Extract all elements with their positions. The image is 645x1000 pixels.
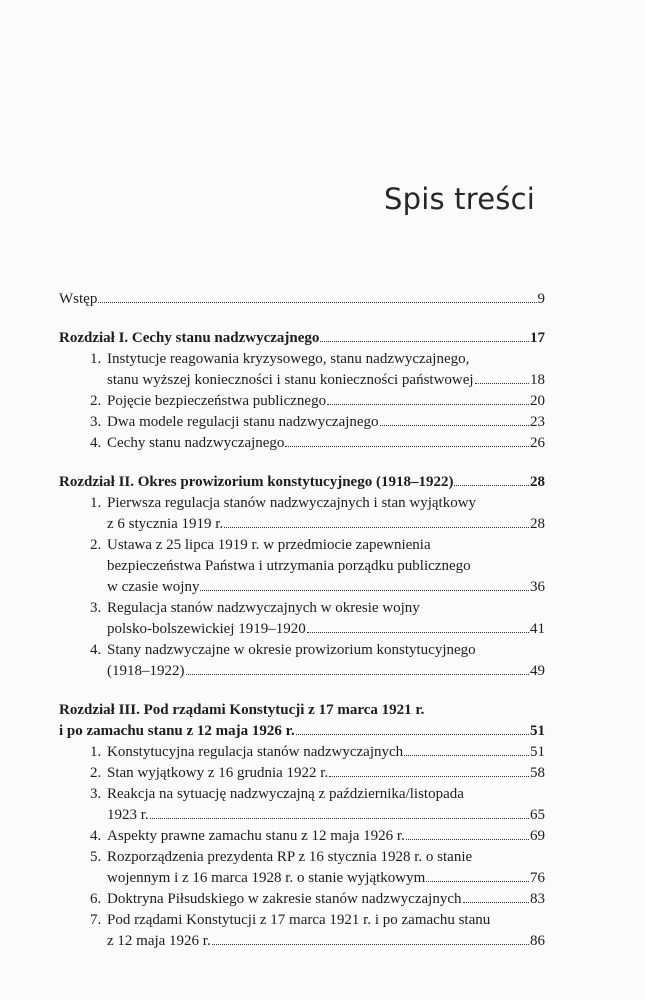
section-number: 1. [90,495,102,511]
toc-section-3-2[interactable] [90,763,545,784]
section-title-line: Instytucje reagowania kryzysowego, stanu nadzwyczajnego, [107,351,470,367]
section-title: Cechy stanu nadzwyczajnego [107,435,285,451]
chapter-title-line: Rozdział III. Pod rządami Konstytucji z 17 marca 1921 r. [59,702,425,718]
section-number: 3. [90,786,102,802]
toc-section-3-5[interactable] [90,847,545,889]
chapter-title-line: i po zamachu stanu z 12 maja 1926 r. [59,723,295,739]
section-title-line: Rozporządzenia prezydenta RP z 16 stycznia 1928 r. o stanie [107,849,473,865]
section-title: Dwa modele regulacji stanu nadzwyczajnego [107,414,379,430]
section-title-line: z 6 stycznia 1919 r. [107,516,224,532]
page-number: 23 [530,414,545,430]
dot-leader [285,446,529,447]
section-number: 2. [90,537,102,553]
page-number: 86 [530,933,545,949]
toc-section-1-1[interactable] [90,349,545,391]
page-number: 65 [530,807,545,823]
page-number: 17 [530,330,545,346]
section-title-line: (1918–1922) [107,663,185,679]
toc-section-1-3[interactable] [90,412,545,433]
section-number: 5. [90,849,102,865]
section-title: Stan wyjątkowy z 16 grudnia 1922 r. [107,765,329,781]
section-number: 4. [90,828,102,844]
section-title: Doktryna Piłsudskiego w zakresie stanów nadzwyczajnych [107,891,462,907]
dot-leader [320,341,529,342]
page-title: Spis treści [383,182,535,216]
toc-section-2-2[interactable] [90,535,545,598]
dot-leader [150,818,529,819]
toc-section-1-2[interactable] [90,391,545,412]
section-title-line: Pod rządami Konstytucji z 17 marca 1921 r. i po zamachu stanu [107,912,491,928]
dot-leader [327,404,529,405]
page-number: 26 [530,435,545,451]
toc-section-3-6[interactable] [90,889,545,910]
dot-leader [404,755,529,756]
chapter-title: Rozdział I. Cechy stanu nadzwyczajnego [59,330,320,346]
section-title-line: Reakcja na sytuację nadzwyczajną z października/listopada [107,786,464,802]
page-number: 9 [537,291,545,307]
toc-section-3-1[interactable] [90,742,545,763]
dot-leader [186,674,530,675]
section-number: 4. [90,642,102,658]
section-title-line: stanu wyższej konieczności i stanu konieczności państwowej [107,372,474,388]
section-number: 7. [90,912,102,928]
section-title: Pojęcie bezpieczeństwa publicznego [107,393,327,409]
section-title-line: z 12 maja 1926 r. [107,933,211,949]
toc-section-1-4[interactable] [90,433,545,454]
toc-section-2-3[interactable] [90,598,545,640]
page-number: 20 [530,393,545,409]
section-title: Aspekty prawne zamachu stanu z 12 maja 1926 r. [107,828,405,844]
dot-leader [406,839,529,840]
page-number: 69 [530,828,545,844]
dot-leader [296,734,529,735]
toc-section-3-7[interactable] [90,910,545,952]
section-title-line: Pierwsza regulacja stanów nadzwyczajnych i stan wyjątkowy [107,495,477,511]
dot-leader [200,590,529,591]
toc-chapter-1[interactable] [59,328,545,349]
section-number: 6. [90,891,102,907]
toc-entry-intro[interactable] [59,289,545,310]
section-title-line: polsko-bolszewickiej 1919–1920 [107,621,306,637]
toc-section-3-4[interactable] [90,826,545,847]
entry-title: Wstęp [59,291,98,307]
dot-leader [454,485,529,486]
page-number: 18 [530,372,545,388]
dot-leader [426,881,529,882]
dot-leader [329,776,529,777]
toc-chapter-2[interactable] [59,472,545,493]
page-number: 28 [530,516,545,532]
section-title-line: w czasie wojny [107,579,200,595]
section-title: Konstytucyjna regulacja stanów nadzwyczajnych [107,744,404,760]
dot-leader [212,944,529,945]
section-title-line: 1923 r. [107,807,149,823]
section-title-line: bezpieczeństwa Państwa i utrzymania porządku publicznego [107,558,471,574]
section-title-line: Ustawa z 25 lipca 1919 r. w przedmiocie zapewnienia [107,537,431,553]
section-title-line: Stany nadzwyczajne w okresie prowizorium konstytucyjnego [107,642,476,658]
section-number: 4. [90,435,102,451]
page-number: 76 [530,870,545,886]
page-number: 41 [530,621,545,637]
page-number: 51 [530,723,545,739]
page-number: 49 [530,663,545,679]
section-number: 2. [90,393,102,409]
section-number: 3. [90,600,102,616]
page-number: 58 [530,765,545,781]
toc-section-2-4[interactable] [90,640,545,682]
page-number: 51 [530,744,545,760]
dot-leader [380,425,529,426]
dot-leader [224,527,529,528]
section-title-line: Regulacja stanów nadzwyczajnych w okresie wojny [107,600,420,616]
dot-leader [463,902,530,903]
page-number: 36 [530,579,545,595]
page-number: 28 [530,474,545,490]
table-of-contents [59,289,545,952]
toc-section-3-3[interactable] [90,784,545,826]
toc-chapter-3[interactable] [59,700,545,742]
toc-section-2-1[interactable] [90,493,545,535]
chapter-title: Rozdział II. Okres prowizorium konstytucyjnego (1918–1922) [59,474,454,490]
page-number: 83 [530,891,545,907]
dot-leader [98,302,536,303]
section-number: 3. [90,414,102,430]
dot-leader [475,383,529,384]
section-number: 1. [90,351,102,367]
section-number: 1. [90,744,102,760]
dot-leader [307,632,529,633]
section-title-line: wojennym i z 16 marca 1928 r. o stanie wyjątkowym [107,870,426,886]
section-number: 2. [90,765,102,781]
